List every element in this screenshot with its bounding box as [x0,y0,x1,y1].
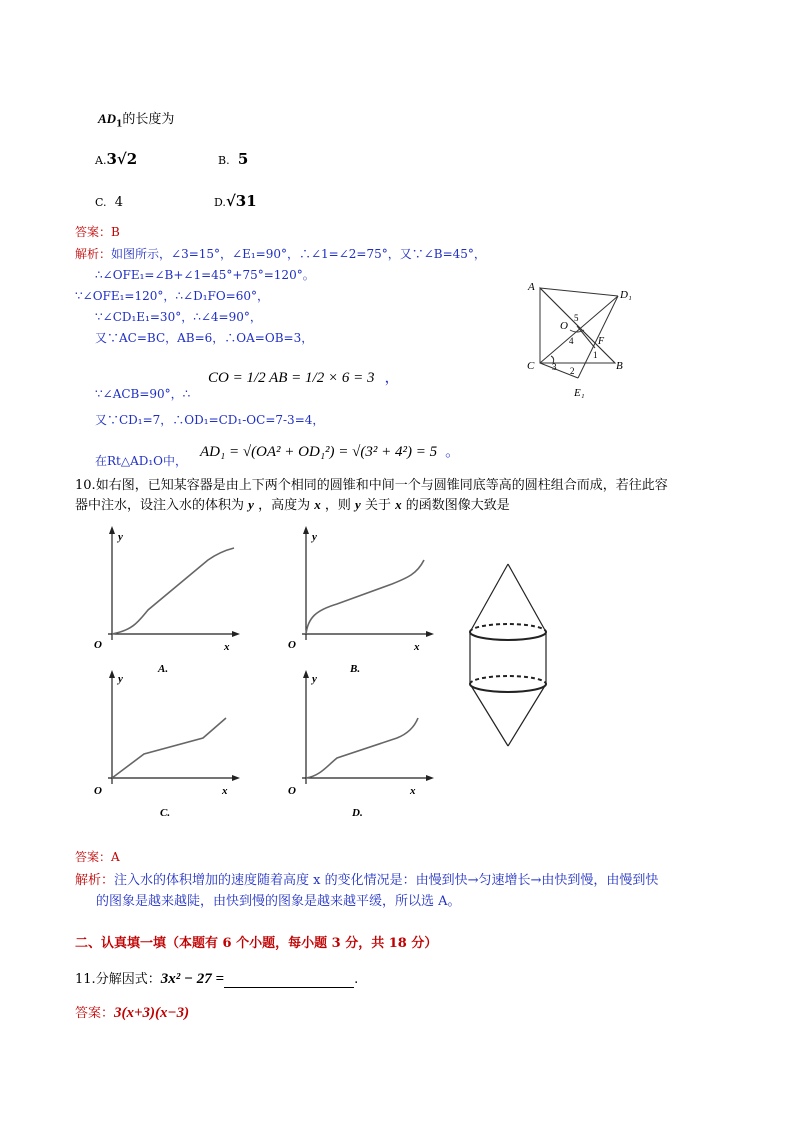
q10-container-figure [460,560,560,752]
fig-label-e1: E₁ [574,387,585,399]
graph-a-label: A. [158,663,169,675]
graph-d-x-label: x [410,785,416,797]
q9-stem [98,108,174,130]
graph-c-x-label: x [222,785,228,797]
graph-b-x-label: x [414,641,420,653]
q10-analysis-line1: 解析：注入水的体积增加的速度随着高度 x 的变化情况是：由慢到快→匀速增长→由快到慢，由慢到快 [75,873,659,888]
graph-d [282,666,452,826]
fig-label-2: 2 [570,366,575,376]
q9-option-c: C. 4 [95,195,124,210]
graph-c-curve [112,718,226,778]
q10-answer: 答案：A [75,850,120,864]
graph-c [88,666,258,826]
graph-d-y-label: y [312,673,317,685]
graph-d-origin: O [288,785,296,797]
q9-option-a: A.3√2 [95,150,138,168]
fig-label-3: 3 [552,362,557,372]
graph-a-curve [112,548,234,634]
fig-label-b: B [616,360,623,372]
graph-c-origin: O [94,785,102,797]
q9-option-d: D.√31 [214,192,257,210]
q9-analysis-line-7: 在Rt△AD₁O中， [95,454,188,468]
q9-analysis-line-6: 又∵CD₁=7，∴OD₁=CD₁-OC=7-3=4， [95,413,325,427]
graph-b-curve [306,560,424,634]
graph-b [282,522,452,682]
q9-analysis-line-2: ∵∠OFE₁=120°，∴∠D₁FO=60°， [75,289,269,303]
q11-stem: 11.分解因式：3x² − 27 = . [75,971,359,987]
q10-analysis-line2: 的图象是越来越陡，由快到慢的图象是越来越平缓，所以选 A。 [96,894,461,909]
q9-analysis-line-5: ∵∠ACB=90°，∴ [95,387,191,401]
q9-analysis-line-4: 又∵AC=BC，AB=6，∴OA=OB=3， [95,331,314,345]
fig-label-c: C [527,360,535,372]
graph-d-label: D. [352,807,363,819]
graph-b-y-label: y [312,531,317,543]
q9-stem-var: AD [98,111,117,126]
fig-label-f: F [598,336,605,347]
fig-label-5: 5 [574,313,579,323]
q10-stem-line2: 器中注水，设注入水的体积为 y ，高度为 x ，则 y 关于 x 的函数图像大致是 [75,497,510,513]
q9-stem-text: 的长度为 [122,112,175,127]
graph-c-y-label: y [118,673,123,685]
graph-a-y-label: y [118,531,123,543]
q10-stem-line1: 10.如右图，已知某容器是由上下两个相同的圆锥和中间一个与圆锥同底等高的圆柱组合而成，若往此容 [75,478,668,493]
graph-a-origin: O [94,639,102,651]
q11-answer: 答案：3(x+3)(x−3) [75,1005,190,1021]
q9-formula-co: CO = 1/2 AB = 1/2 × 6 = 3 ， [208,368,400,386]
q11-answer-blank[interactable] [224,973,354,988]
fig-label-1: 1 [593,350,598,360]
q9-stem-sub: 1 [116,119,123,130]
graph-a [88,522,258,682]
fig-label-o: O [560,320,568,332]
fig-label-d1: D₁ [620,289,632,301]
q9-formula-ad: AD₁ = √(OA² + OD₁²) = √(3² + 4²) = 5 。 [200,442,461,460]
fig-label-a: A [528,281,535,293]
q9-geometry-figure [520,278,650,403]
graph-d-curve [306,718,418,778]
graph-b-label: B. [350,663,361,675]
graph-c-label: C. [160,807,171,819]
fig-label-4: 4 [569,336,574,346]
q9-answer: 答案：B [75,225,120,239]
graph-b-origin: O [288,639,296,651]
graph-a-x-label: x [224,641,230,653]
q9-analysis-line-3: ∵∠CD₁E₁=30°，∴∠4=90°， [95,310,262,324]
q9-option-b: B. 5 [218,150,249,168]
q9-analysis-line-0: 解析：如图所示，∠3=15°，∠E₁=90°，∴∠1=∠2=75°，又∵∠B=45°， [75,247,486,261]
section2-title: 二、认真填一填（本题有 6 个小题，每小题 3 分，共 18 分） [75,936,438,951]
q9-analysis-line-1: ∴∠OFE₁=∠B+∠1=45°+75°=120°。 [95,268,315,282]
